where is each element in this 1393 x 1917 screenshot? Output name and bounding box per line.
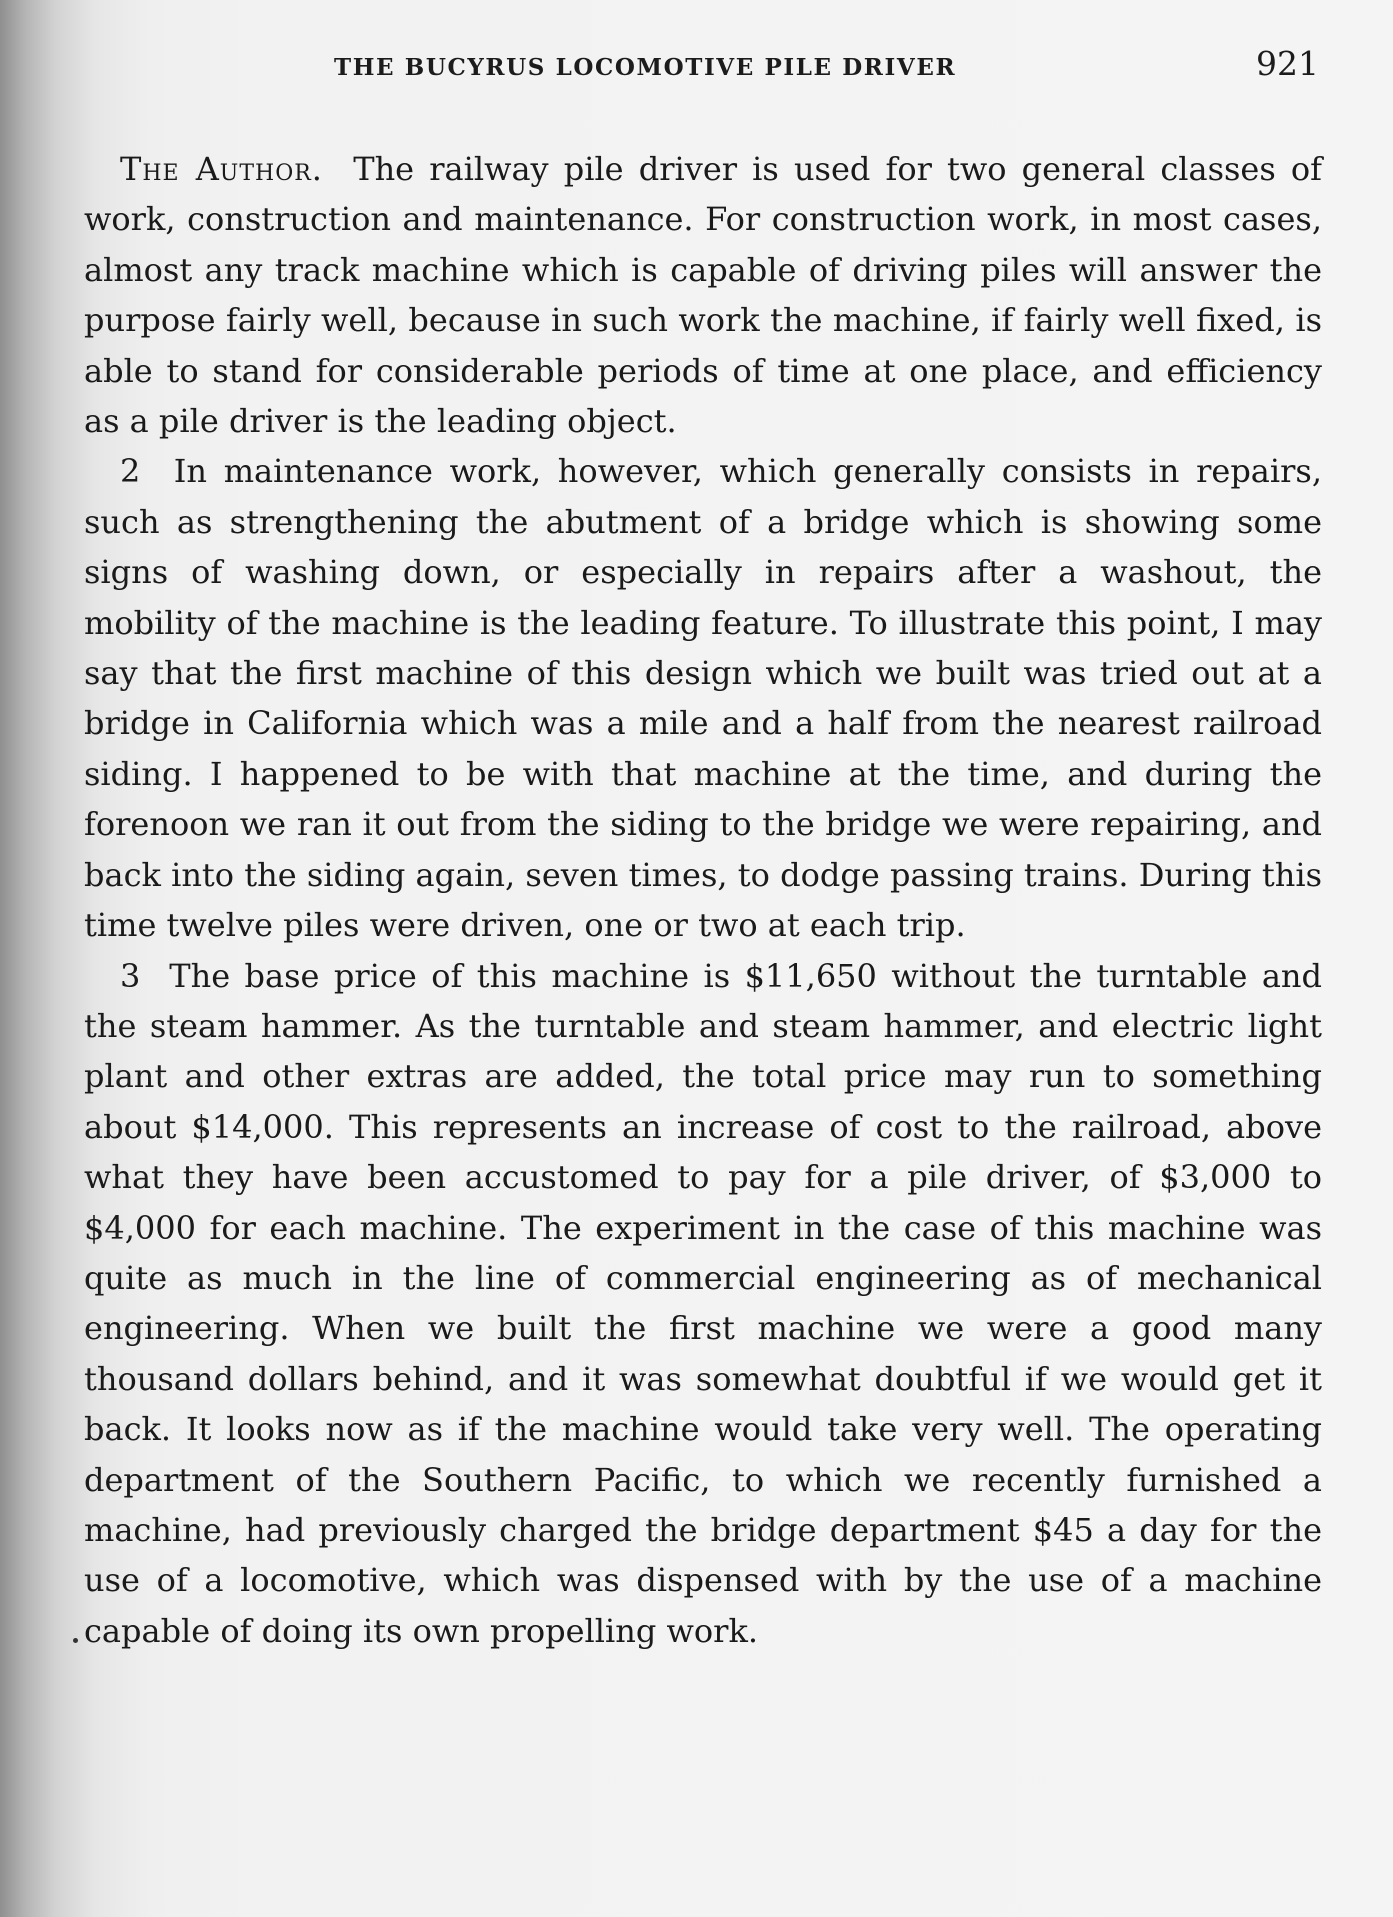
paragraph-author [84, 144, 1322, 446]
paragraph-2 [84, 446, 1322, 950]
paragraph-text: The railway pile driver is used for two general classes of work, construction and maintenance. For construction work, in most cases, almost any track machine which is capable of driving piles will answer the purpose fairly well, because in such work the machine, if fairly well fixed, is able to stand for considerable periods of time at one place, and efficiency as a pile driver is the leading object. [84, 150, 1323, 441]
body-text [84, 144, 1322, 1656]
page-header [84, 44, 1333, 88]
paragraph-text: In maintenance work, however, which generally consists in repairs, such as strengthening the abutment of a bridge which is showing some signs of washing down, or especially in repairs after a washout, the mobility of the machine is the leading feature. To illustrate this point, I may say that the first machine of this design which we built was tried out at a bridge in California which was a mile and a half from the nearest railroad siding. I happened to be with that machine at the time, and during the forenoon we ran it out from the siding to the bridge we were repairing, and back into the siding again, seven times, to dodge passing trains. During this time twelve piles were driven, one or two at each trip. [84, 452, 1323, 945]
running-title: THE BUCYRUS LOCOMOTIVE PILE DRIVER [334, 54, 957, 81]
author-label: The Author. [120, 150, 323, 188]
margin-dot [73, 1638, 78, 1643]
paragraph-number: 2 [120, 452, 141, 491]
paragraph-number: 3 [120, 956, 141, 995]
paragraph-3 [84, 951, 1322, 1657]
page-number: 921 [1256, 44, 1319, 83]
paragraph-text: The base price of this machine is $11,650 without the turntable and the steam hammer. As the turntable and steam hammer, and electric light plant and other extras are added, the total price may run to something about $14,000. This represents an increase of cost to the railroad, above what they have been accustomed to pay for a pile driver, of $3,000 to $4,000 for each machine. The experiment in the case of this machine was quite as much in the line of commercial engineering as of mechanical engineering. When we built the first machine we were a good many thousand dollars behind, and it was somewhat doubtful if we would get it back. It looks now as if the machine would take very well. The operating department of the Southern Pacific, to which we recently furnished a machine, had previously charged the bridge department $45 a day for the use of a locomotive, which was dispensed with by the use of a machine capable of doing its own propelling work. [84, 956, 1323, 1650]
